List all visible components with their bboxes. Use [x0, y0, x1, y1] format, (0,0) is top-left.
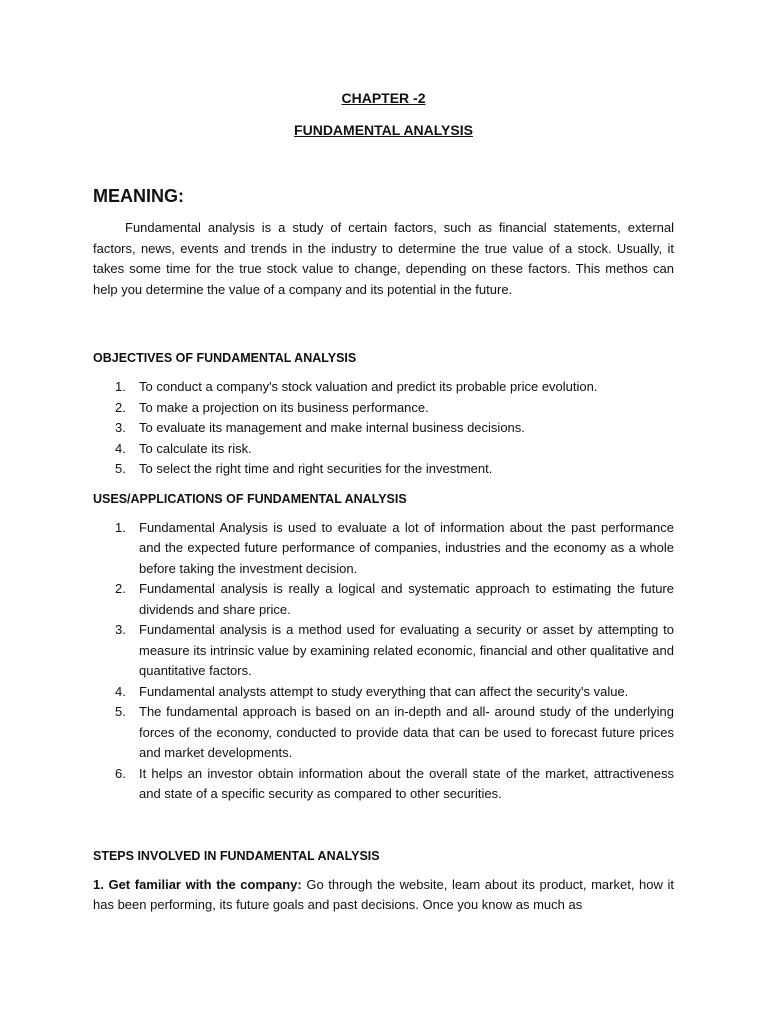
objectives-list [93, 377, 674, 480]
list-item [93, 620, 674, 682]
chapter-number: CHAPTER -2 [341, 90, 426, 106]
list-item [93, 764, 674, 805]
meaning-paragraph: Fundamental analysis is a study of certain factors, such as financial statements, external factors, news, events and trends in the industry to determine the true value of a stock. Usually, it takes some time for the true stock value to change, depending on these factors. This methos can help you determine the value of a company and its potential in the future. [93, 220, 674, 297]
list-number: 1. [115, 519, 126, 535]
step-label: 1. Get familiar with the company: [93, 876, 302, 892]
list-text: To select the right time and right securities for the investment. [139, 461, 493, 476]
list-number: 3. [115, 622, 126, 637]
steps-heading: STEPS INVOLVED IN FUNDAMENTAL ANALYSIS [93, 848, 380, 863]
list-item [93, 459, 674, 480]
list-text: It helps an investor obtain information about the overall state of the market, attractiveness and state of a specific security as compared to other securities. [139, 765, 674, 801]
objectives-heading: OBJECTIVES OF FUNDAMENTAL ANALYSIS [93, 351, 357, 365]
list-item [93, 377, 674, 398]
list-item [93, 418, 674, 439]
list-text: The fundamental approach is based on an in-depth and all- around study of the underlying forces of the economy, conducted to provide data that can be used to forecast future prices and market developments. [139, 704, 674, 760]
list-text: Fundamental analysis is really a logical and systematic approach to estimating the future dividends and share price. [139, 581, 674, 617]
list-text: To calculate its risk. [139, 440, 252, 456]
page-content [93, 88, 674, 916]
list-number: 4. [115, 683, 126, 699]
list-text: Fundamental analysis is a method used for evaluating a security or asset by attempting to measure its intrinsic value by examining related economic, financial and other qualitative and quantitative factors. [139, 622, 674, 678]
uses-list [93, 518, 674, 805]
step-paragraph [93, 875, 674, 916]
list-item [93, 439, 674, 460]
list-text: To evaluate its management and make internal business decisions. [139, 420, 525, 435]
list-number: 2. [115, 581, 126, 596]
list-item [93, 682, 674, 703]
step-text: Go through the website, leam about its product, market, how it has been performing, its future goals and past decisions. Once you know as much as [93, 876, 675, 912]
list-item [93, 702, 674, 764]
list-text: Fundamental analysts attempt to study everything that can affect the security's value. [139, 683, 629, 699]
list-number: 6. [115, 765, 126, 781]
uses-heading: USES/APPLICATIONS OF FUNDAMENTAL ANALYSIS [93, 491, 407, 506]
list-number: 4. [115, 440, 126, 456]
list-text: To conduct a company's stock valuation and predict its probable price evolution. [139, 379, 598, 394]
list-text: Fundamental Analysis is used to evaluate a lot of information about the past performance and the expected future performance of companies, industries and the economy as a whole before taking the investment decision. [139, 519, 674, 576]
list-number: 2. [115, 399, 126, 415]
list-number: 5. [115, 461, 126, 476]
list-item [93, 579, 674, 620]
list-number: 1. [115, 379, 126, 394]
meaning-heading: MEANING: [93, 186, 184, 206]
list-number: 3. [115, 420, 126, 435]
chapter-title: FUNDAMENTAL ANALYSIS [294, 122, 473, 138]
list-item [93, 398, 674, 419]
list-item [93, 518, 674, 580]
list-text: To make a projection on its business performance. [139, 399, 429, 415]
list-number: 5. [115, 704, 126, 719]
